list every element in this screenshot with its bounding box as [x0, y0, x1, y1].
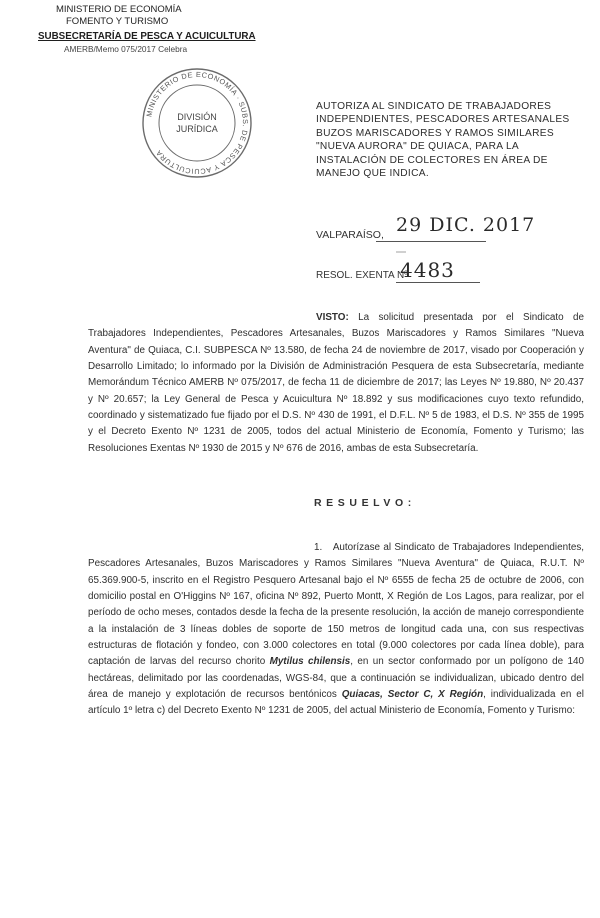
article-number: 1.: [314, 542, 323, 553]
visto-label: VISTO:: [316, 312, 349, 323]
visto-text: La solicitud presentada por el Sindicato de Trabajadores Independientes, Pescadores Artesanales, Buzos Mariscadores y Ramos Similares "Nueva Aventura" de Quiaca, C.I. SUBPESCA Nº 13.580, de fecha 24 de noviembre de 2017, visado por Cooperación y Desarrollo Limitado; lo informado por la División de Administración Pesquera de esta Subsecretaría, mediante Memorándum Técnico AMERB Nº 075/2017, de fecha 11 de diciembre de 2017; las Leyes Nº 19.880, Nº 20.437 y Nº 20.657; la Ley General de Pesca y Acuicultura Nº 18.892 y sus modificaciones cuyo texto refundido, coordinado y sistematizado fue fijado por el D.S. Nº 430 de 1991, el D.F.L. Nº 5 de 1983, el D.S. Nº 355 de 1995 y el Decreto Exento Nº 1231 de 2005, todos del actual Ministerio de Economía, Fomento y Turismo; las Resoluciones Exentas Nº 1930 de 2015 y Nº 676 de 2016, ambas de esta Subsecretaría.: [88, 312, 584, 454]
header-ministry-sub: FOMENTO Y TURISMO: [66, 16, 169, 27]
article-text-part3: , individualizada en el artículo 1º letra c) del Decreto Exento Nº 1231 de 2005, del actual Ministerio de Economía, Fomento y Turismo:: [88, 689, 584, 717]
stamp-ring-text: MINISTERIO DE ECONOMÍA · SUBS. DE PESCA Y ACUICULTURA: [144, 69, 251, 177]
scan-mark: [396, 251, 406, 253]
resolution-article-1: [88, 540, 584, 720]
header-memo-ref: AMERB/Memo 075/2017 Celebra: [64, 44, 188, 54]
document-title: AUTORIZA AL SINDICATO DE TRABAJADORES INDEPENDIENTES, PESCADORES ARTESANALES BUZOS MARISCADORES Y RAMOS SIMILARES "NUEVA AURORA" DE QUIACA, PARA LA INSTALACIÓN DE COLECTORES EN ÁREA DE MANEJO QUE INDICA.: [316, 101, 570, 180]
stamp-center-line1: DIVISIÓN: [177, 112, 217, 122]
resol-underline: [396, 282, 480, 283]
resol-number: 4483: [400, 258, 455, 282]
header-ministry: MINISTERIO DE ECONOMÍA: [56, 4, 182, 15]
date-underline: [376, 241, 486, 242]
svg-text:MINISTERIO DE ECONOMÍA · SUBS.: [144, 70, 250, 176]
header-subsecretaria: SUBSECRETARÍA DE PESCA Y ACUICULTURA: [38, 31, 256, 42]
place-label: VALPARAÍSO,: [316, 229, 384, 241]
species-name: Mytilus chilensis: [269, 656, 351, 668]
resuelvo-heading: RESUELVO:: [314, 497, 416, 509]
resol-label: RESOL. EXENTA Nº: [316, 270, 408, 281]
visto-paragraph: [88, 310, 584, 457]
division-juridica-stamp: [140, 66, 254, 180]
article-text-part1: Autorízase al Sindicato de Trabajadores Independientes, Pescadores Artesanales, Buzos Mariscadores y Ramos Similares "Nueva Aventura" de Quiaca, R.U.T. Nº 65.369.900-5, inscrito en el Registro Pesquero Artesanal bajo el Nº 6555 de fecha 25 de octubre de 2006, con domicilio postal en O'Higgins Nº 167, oficina Nº 892, Puerto Montt, X Región de Los Lagos, para realizar, por el período de ocho meses, contados desde la fecha de la presente resolución, la acción de manejo correspondiente a la instalación de 3 líneas dobles de soporte de 150 metros de longitud cada una, con sus respectivas estructuras de flotación y fondeo, con 3.000 colectores en total (9.000 colectores por cada línea doble), para captación de larvas del recurso chorito: [88, 542, 584, 668]
stamp-center-line2: JURÍDICA: [176, 124, 218, 134]
article-text-part2: , en un sector conformado por un polígono de 140 hectáreas, delimitado por las coordenadas, WGS-84, que a continuación se individualizan, ubicado dentro del área de manejo y explotación de recursos bentónicos: [88, 656, 584, 701]
area-name: Quiacas, Sector C, X Región: [341, 689, 484, 701]
handwritten-date: 29 DIC. 2017: [396, 214, 536, 236]
